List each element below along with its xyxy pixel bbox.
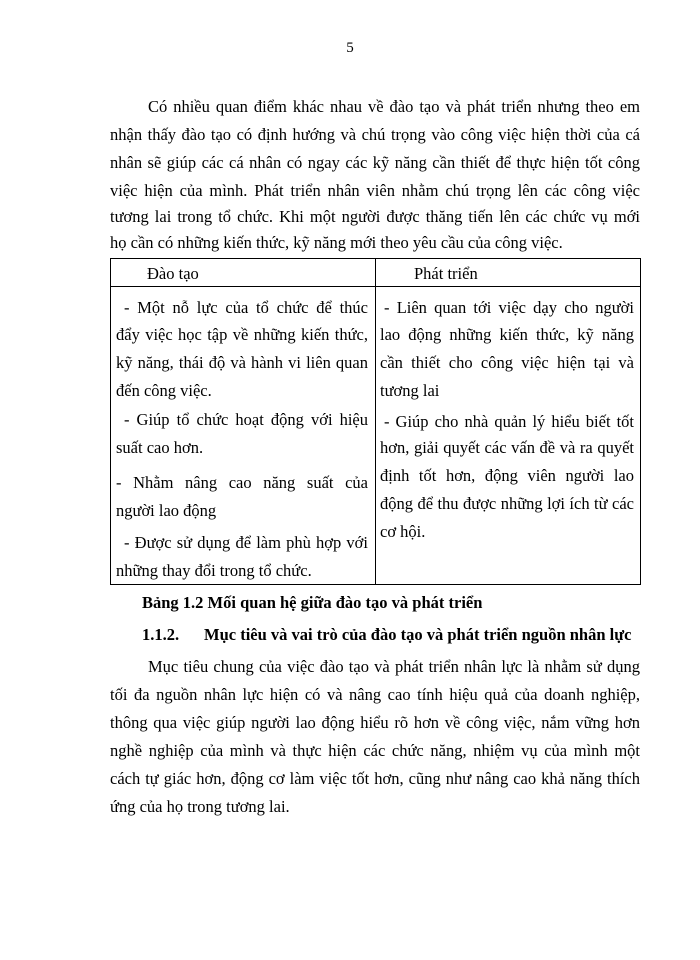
table-header-row [111,259,641,287]
body-line: nghề nghiệp của mình và thực hiện các chức năng, nhiệm vụ của mình một [110,741,640,760]
training-line: - Nhằm nâng cao năng suất của [116,473,368,492]
table-header-cell [111,259,376,287]
intro-line: việc hiện của mình. Phát triển nhân viên nhằm chú trọng lên các công việc [110,181,640,200]
body-line: cách tự giác hơn, động cơ làm việc tốt hơn, cũng như nâng cao khả năng thích [110,769,640,788]
training-line: người lao động [116,501,217,520]
development-line: lao động những kiến thức, kỹ năng [380,325,634,344]
training-line: những thay đổi trong tổ chức. [116,561,312,580]
body-line: Mục tiêu chung của việc đào tạo và phát triển nhân lực là nhằm sử dụng [148,657,640,676]
development-line: hơn, giải quyết các vấn đề và ra quyết [380,438,634,457]
intro-line: tương lai trong tổ chức. Khi một người được thăng tiến lên các chức vụ mới [110,207,640,226]
body-line: thông qua việc giúp người lao động hiểu rõ hơn về công việc, nắm vững hơn [110,713,640,732]
training-line: đến công việc. [116,381,212,400]
intro-line: Có nhiều quan điểm khác nhau về đào tạo và phát triển nhưng theo em [148,97,640,116]
development-line: định tốt hơn, động viên người lao [380,466,634,485]
training-line: - Được sử dụng để làm phù hợp với [124,533,368,552]
development-line: cơ hội. [380,522,426,541]
table-header-cell [376,259,641,287]
intro-line: họ cần có những kiến thức, kỹ năng mới theo yêu cầu của công việc. [110,233,563,252]
development-line: - Liên quan tới việc dạy cho người [384,298,634,317]
training-line: - Một nỗ lực của tổ chức để thúc [124,298,368,317]
header-training: Đào tạo [147,264,199,283]
intro-line: nhận thấy đào tạo có định hướng và chú trọng vào công việc hiện thời của cá [110,125,640,144]
body-line: tối đa nguồn nhân lực hiện có và nâng cao tính hiệu quả của doanh nghiệp, [110,685,640,704]
development-line: - Giúp cho nhà quản lý hiểu biết tốt [384,412,634,431]
training-line: suất cao hơn. [116,438,204,457]
training-line: - Giúp tổ chức hoạt động với hiệu [124,410,368,429]
training-line: đẩy việc học tập về những kiến thức, [116,325,368,344]
table-caption: Bảng 1.2 Mối quan hệ giữa đào tạo và phát triển [142,593,483,612]
section-title: Mục tiêu và vai trò của đào tạo và phát triển nguồn nhân lực [204,625,632,644]
header-development: Phát triển [414,264,478,283]
intro-line: nhân sẽ giúp các cá nhân có ngay các kỹ năng cần thiết để thực hiện tốt công [110,153,640,172]
development-line: động để thu được những lợi ích từ các [380,494,634,513]
body-line: ứng của họ trong tương lai. [110,797,290,816]
section-number: 1.1.2. [142,625,180,644]
development-line: cần thiết cho công việc hiện tại và [380,353,634,372]
development-line: tương lai [380,381,440,400]
section-heading [142,624,631,646]
training-line: kỹ năng, thái độ và hành vi liên quan [116,353,368,372]
page-number: 5 [346,40,354,56]
